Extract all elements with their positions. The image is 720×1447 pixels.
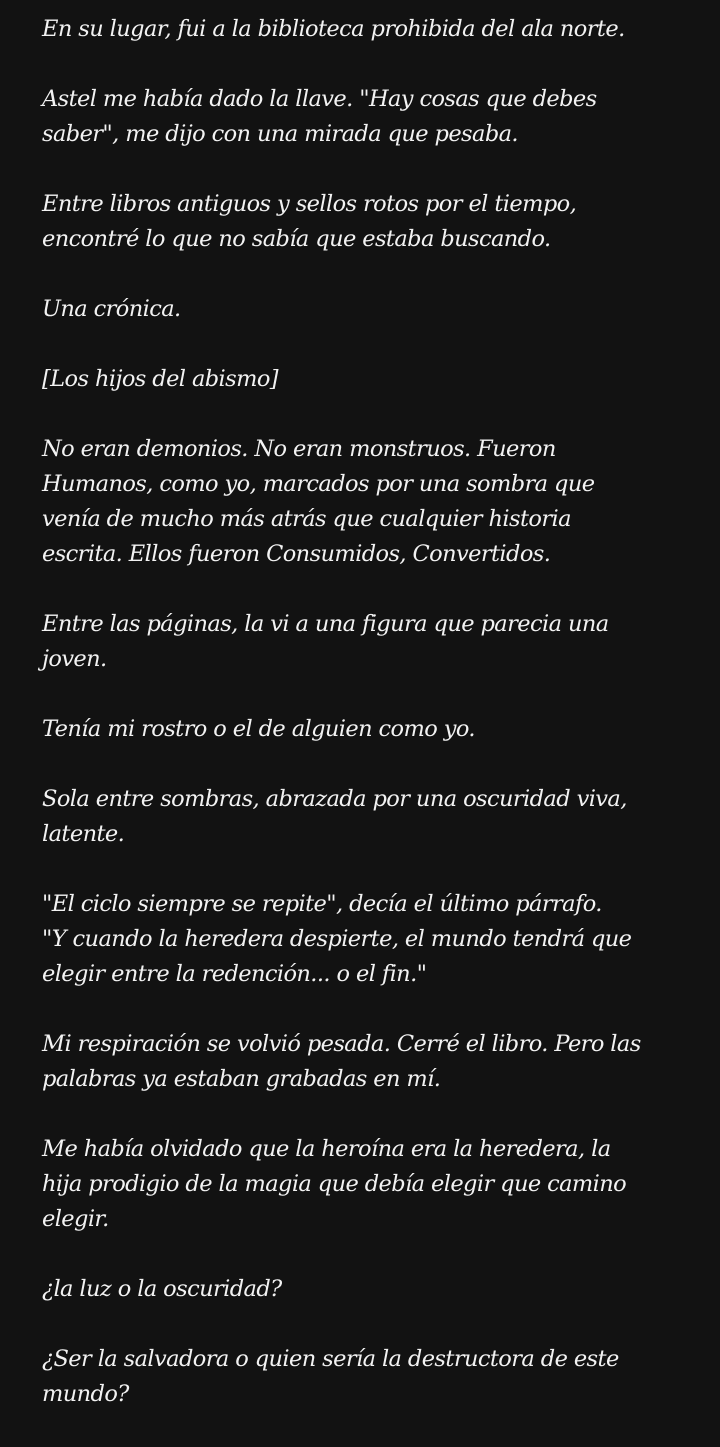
paragraph-4: Una crónica. <box>42 296 181 322</box>
paragraph-14: ¿Ser la salvadora o quien sería la destructora de este mundo? <box>42 1346 619 1407</box>
paragraph-12: Me había olvidado que la heroína era la heredera, la hija prodigio de la magia que debía elegir que camino elegir. <box>42 1136 627 1232</box>
story-text <box>42 12 692 1447</box>
paragraph-9: Sola entre sombras, abrazada por una oscuridad viva, latente. <box>42 786 627 847</box>
paragraph-7: Entre las páginas, la vi a una figura que parecia una joven. <box>42 611 609 672</box>
paragraph-10: "El ciclo siempre se repite", decía el último párrafo. "Y cuando la heredera despierte, el mundo tendrá que elegir entre la redención... o el fin." <box>42 891 632 987</box>
paragraph-13: ¿la luz o la oscuridad? <box>42 1276 282 1302</box>
paragraph-8: Tenía mi rostro o el de alguien como yo. <box>42 716 475 742</box>
paragraph-11: Mi respiración se volvió pesada. Cerré el libro. Pero las palabras ya estaban grabadas en mí. <box>42 1031 641 1092</box>
paragraph-2: Astel me había dado la llave. "Hay cosas que debes saber", me dijo con una mirada que pesaba. <box>42 86 597 147</box>
paragraph-1: En su lugar, fui a la biblioteca prohibida del ala norte. <box>42 16 625 42</box>
paragraph-3: Entre libros antiguos y sellos rotos por el tiempo, encontré lo que no sabía que estaba buscando. <box>42 191 577 252</box>
paragraph-6: No eran demonios. No eran monstruos. Fueron Humanos, como yo, marcados por una sombra que venía de mucho más atrás que cualquier historia escrita. Ellos fueron Consumidos, Convertidos. <box>42 436 595 567</box>
paragraph-5: [Los hijos del abismo] <box>42 366 278 392</box>
